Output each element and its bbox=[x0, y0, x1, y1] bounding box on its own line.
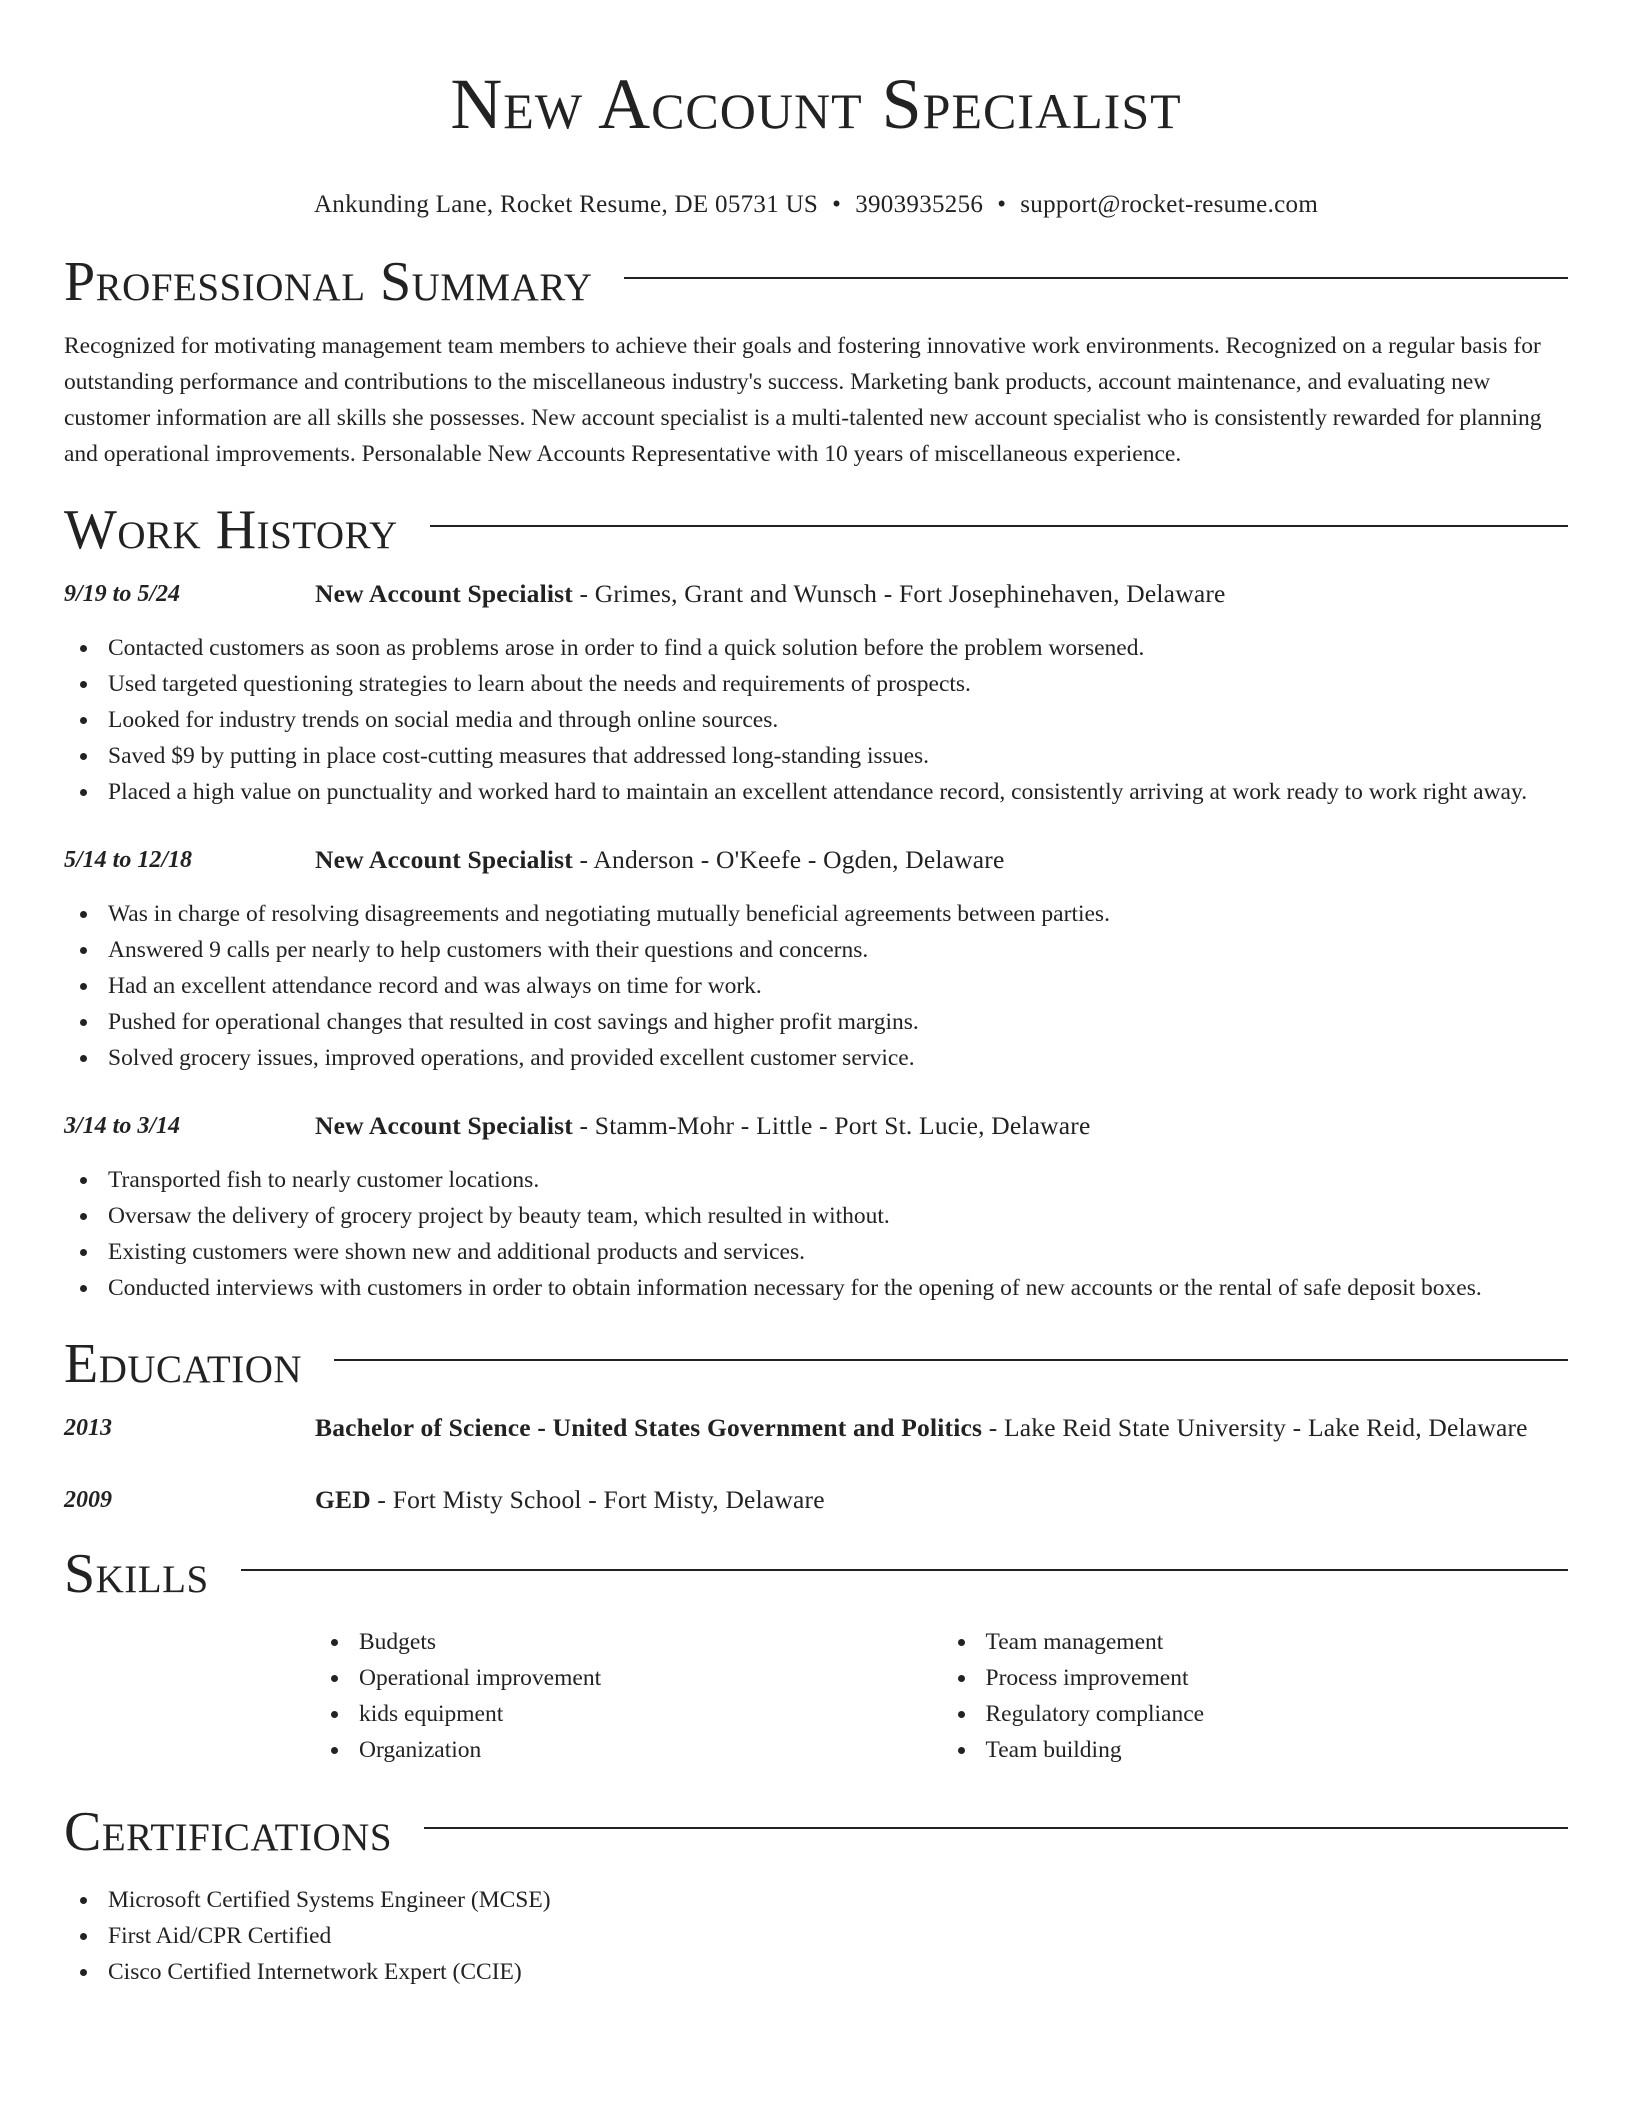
job-title-line bbox=[315, 1108, 1091, 1144]
education-school: - Lake Reid State University - Lake Reid, Delaware bbox=[982, 1413, 1528, 1442]
job-dates: 9/19 to 5/24 bbox=[64, 581, 181, 607]
contact-phone: 3903935256 bbox=[855, 191, 984, 218]
section-header-work bbox=[64, 498, 1568, 562]
section-header-skills bbox=[64, 1542, 1568, 1606]
skill-item: Budgets bbox=[359, 1624, 942, 1660]
education-school: - Fort Misty School - Fort Misty, Delaware bbox=[370, 1485, 825, 1514]
section-header-certifications bbox=[64, 1800, 1568, 1864]
skill-item: Process improvement bbox=[986, 1660, 1569, 1696]
section-title-summary: Professional Summary bbox=[64, 251, 593, 313]
list-item: Answered 9 calls per nearly to help customers with their questions and concerns. bbox=[108, 932, 1568, 968]
certifications-list bbox=[64, 1882, 1568, 1990]
certification-item: Cisco Certified Internetwork Expert (CCIE) bbox=[108, 1954, 1568, 1990]
skills-list-left bbox=[315, 1624, 942, 1768]
list-item: Looked for industry trends on social media and through online sources. bbox=[108, 702, 1568, 738]
job-employer: - Grimes, Grant and Wunsch - Fort Josephinehaven, Delaware bbox=[572, 579, 1226, 608]
skill-item: kids equipment bbox=[359, 1696, 942, 1732]
list-item: Had an excellent attendance record and was always on time for work. bbox=[108, 968, 1568, 1004]
job-bullets bbox=[64, 1162, 1568, 1306]
job-bullets bbox=[64, 896, 1568, 1076]
job-title-line bbox=[315, 842, 1005, 878]
section-rule bbox=[424, 1827, 1568, 1829]
section-rule bbox=[624, 277, 1568, 279]
job-dates: 5/14 to 12/18 bbox=[64, 847, 193, 873]
section-header-education bbox=[64, 1332, 1568, 1396]
contact-address: Ankunding Lane, Rocket Resume, DE 05731 US bbox=[313, 191, 819, 218]
list-item: Conducted interviews with customers in order to obtain information necessary for the opening of new accounts or the rental of safe deposit boxes. bbox=[108, 1270, 1568, 1306]
skill-item: Team management bbox=[986, 1624, 1569, 1660]
education-degree: Bachelor of Science - United States Government and Politics bbox=[315, 1413, 983, 1442]
list-item: Pushed for operational changes that resulted in cost savings and higher profit margins. bbox=[108, 1004, 1568, 1040]
section-header-summary bbox=[64, 250, 1568, 314]
list-item: Solved grocery issues, improved operations, and provided excellent customer service. bbox=[108, 1040, 1568, 1076]
section-title-education: Education bbox=[64, 1333, 303, 1395]
list-item: Contacted customers as soon as problems arose in order to find a quick solution before the problem worsened. bbox=[108, 630, 1568, 666]
contact-separator: • bbox=[832, 191, 842, 218]
education-line bbox=[315, 1482, 825, 1518]
job-dates: 3/14 to 3/14 bbox=[64, 1113, 181, 1139]
list-item: Saved $9 by putting in place cost-cutting measures that addressed long-standing issues. bbox=[108, 738, 1568, 774]
resume-page bbox=[64, 0, 1568, 1990]
job-title: New Account Specialist bbox=[315, 845, 573, 874]
job-entry bbox=[64, 842, 1568, 1076]
education-degree: GED bbox=[315, 1485, 371, 1514]
contact-email[interactable]: support@rocket-resume.com bbox=[1020, 191, 1319, 218]
list-item: Existing customers were shown new and additional products and services. bbox=[108, 1234, 1568, 1270]
education-entry bbox=[64, 1410, 1568, 1446]
skills-grid bbox=[315, 1624, 1568, 1768]
skill-item: Regulatory compliance bbox=[986, 1696, 1569, 1732]
section-title-certifications: Certifications bbox=[64, 1801, 393, 1863]
contact-line bbox=[64, 190, 1568, 220]
list-item: Placed a high value on punctuality and worked hard to maintain an excellent attendance record, consistently arriving at work ready to work right away. bbox=[108, 774, 1568, 810]
certification-item: First Aid/CPR Certified bbox=[108, 1918, 1568, 1954]
section-rule bbox=[430, 525, 1568, 527]
summary-text: Recognized for motivating management team members to achieve their goals and fostering innovative work environments. Recognized on a regular basis for outstanding performance and contributions to the miscellaneous industry's success. Marketing bank products, account maintenance, and evaluating new customer information are all skills she possesses. New account specialist is a multi-talented new account specialist who is consistently rewarded for planning and operational improvements. Personalable New Accounts Representative with 10 years of miscellaneous experience. bbox=[64, 333, 1542, 467]
list-item: Oversaw the delivery of grocery project by beauty team, which resulted in without. bbox=[108, 1198, 1568, 1234]
job-title-line bbox=[315, 576, 1226, 612]
section-title-skills: Skills bbox=[64, 1543, 209, 1605]
skill-item: Operational improvement bbox=[359, 1660, 942, 1696]
section-rule bbox=[334, 1359, 1568, 1361]
education-year: 2013 bbox=[64, 1415, 112, 1441]
job-title: New Account Specialist bbox=[315, 579, 573, 608]
job-employer: - Stamm-Mohr - Little - Port St. Lucie, Delaware bbox=[572, 1111, 1091, 1140]
job-bullets bbox=[64, 630, 1568, 810]
list-item: Transported fish to nearly customer locations. bbox=[108, 1162, 1568, 1198]
job-entry bbox=[64, 576, 1568, 810]
job-employer: - Anderson - O'Keefe - Ogden, Delaware bbox=[572, 845, 1005, 874]
job-title: New Account Specialist bbox=[315, 1111, 573, 1140]
resume-name: New Account Specialist bbox=[450, 64, 1182, 144]
list-item: Was in charge of resolving disagreements and negotiating mutually beneficial agreements between parties. bbox=[108, 896, 1568, 932]
skill-item: Team building bbox=[986, 1732, 1569, 1768]
certification-item: Microsoft Certified Systems Engineer (MCSE) bbox=[108, 1882, 1568, 1918]
section-rule bbox=[241, 1569, 1568, 1571]
skill-item: Organization bbox=[359, 1732, 942, 1768]
list-item: Used targeted questioning strategies to learn about the needs and requirements of prospects. bbox=[108, 666, 1568, 702]
education-entry bbox=[64, 1482, 1568, 1518]
education-year: 2009 bbox=[64, 1487, 112, 1513]
education-line bbox=[315, 1410, 1528, 1446]
section-title-work: Work History bbox=[64, 499, 398, 561]
contact-separator: • bbox=[997, 191, 1007, 218]
job-entry bbox=[64, 1108, 1568, 1306]
skills-list-right bbox=[942, 1624, 1569, 1768]
